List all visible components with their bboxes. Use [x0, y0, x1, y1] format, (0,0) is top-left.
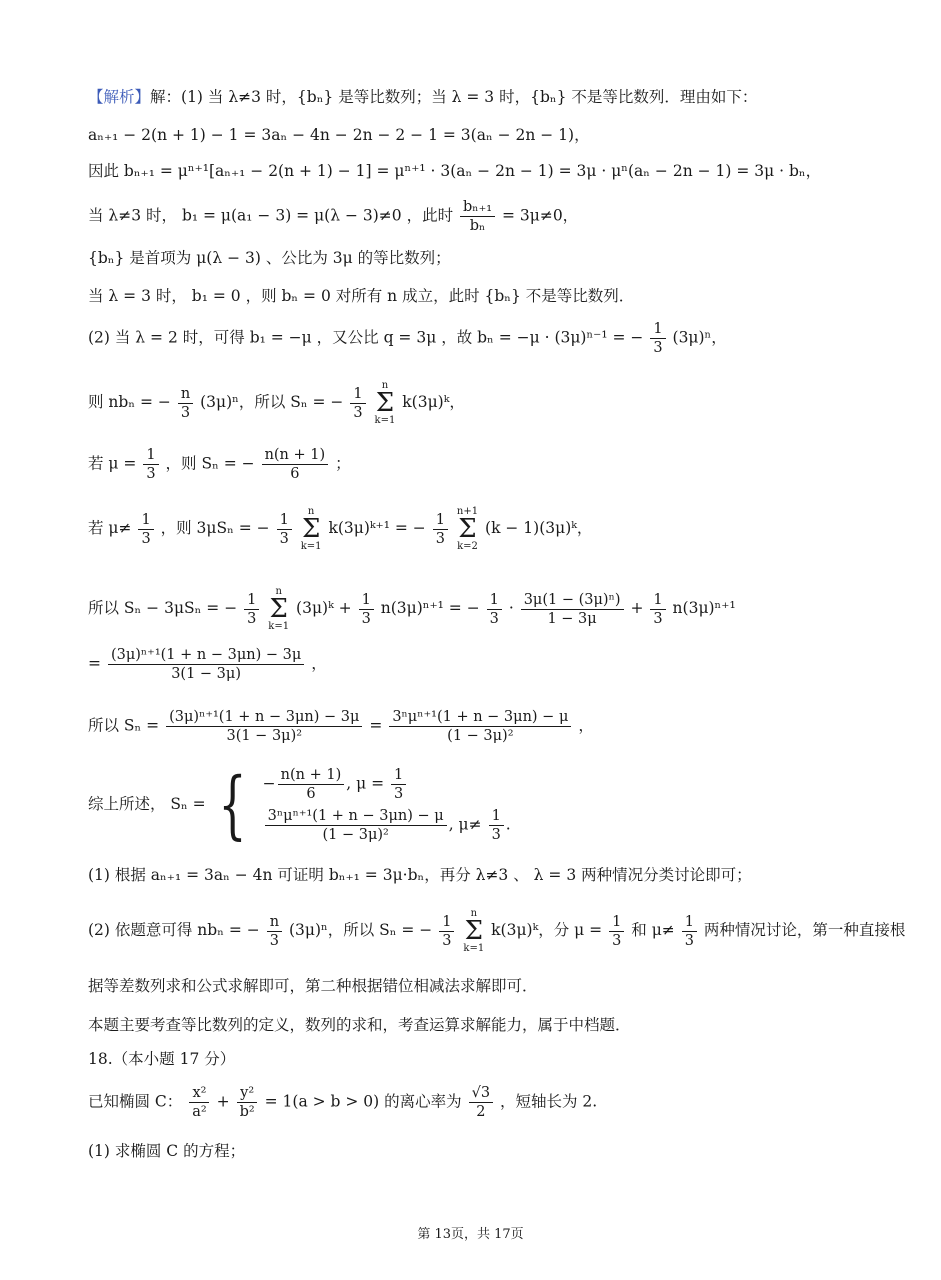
analysis-tag: 【解析】: [88, 88, 151, 106]
fraction-n-n1-6: $\frac{n(n + 1)}{6}$: [262, 446, 329, 483]
fraction-geometric: $\frac{\text{3μ(1 − (3μ)ⁿ)}}{1 - 3\mu}$: [521, 591, 624, 628]
line-17: 据等差数列求和公式求解即可，第二种根据错位相减法求解即可．: [88, 977, 538, 995]
line-4: [88, 198, 578, 235]
fraction-n-n1-6: $\frac{n(n + 1)}{6}$: [278, 766, 345, 803]
line-7-post: (3μ)ⁿ，: [672, 328, 727, 347]
line-7-pre: (2) 当 λ = 2 时，可得 b₁ = −μ ，又公比 q = 3μ ，故 bₙ = −μ · (3μ)ⁿ⁻¹ = −: [88, 328, 644, 347]
line-5: {bₙ} 是首项为 μ(λ − 3) 、公比为 3μ 的等比数列；: [88, 249, 451, 267]
fraction-result-3: $\frac{\text{3ⁿμⁿ⁺¹(1 + n − 3μn) − μ}}{\text{(1 − 3μ)²}}$: [265, 807, 447, 844]
fraction-one-third: $\frac{1}{3}$: [489, 807, 504, 844]
line-10: 若 μ≠ $\frac{1}{3}$ ，则 3μSₙ = − $\frac{1}{3}$ n Σ k=1 k(3μ)ᵏ⁺¹ = − $\frac{1}{3}$ n+1 Σ k=2 (k − 1)(3μ)ᵏ，: [88, 506, 593, 552]
fraction-one-third: $\frac{1}{3}$: [609, 913, 624, 950]
frac-num: bₙ₊₁: [460, 198, 495, 217]
line-9: 若 μ = $\frac{1}{3}$ ，则 Sₙ = − $\frac{n(n + 1)}{6}$ ；: [88, 447, 351, 482]
case-2: $\frac{\text{3ⁿμⁿ⁺¹(1 + n − 3μn) − μ}}{\text{(1 − 3μ)²}}$ , μ≠ $\frac{1}{3}$ .: [263, 807, 511, 844]
fraction-one-third: $\frac{1}{3}$: [143, 446, 158, 483]
line-13: 所以 Sₙ = $\frac{\text{(3μ)ⁿ⁺¹(1 + n − 3μn) − 3μ}}{\text{3(1 − 3μ)²}}$ = $\frac{\text{3ⁿμⁿ⁺¹(1 + n − 3μn) − μ}}{\text{(1 − 3μ)²}}$ ，: [88, 709, 594, 744]
line-1: [88, 86, 757, 108]
line-14: 综上所述， Sₙ = { − $\frac{n(n + 1)}{6}$ , μ = $\frac{1}{3}$ $\frac{\text{3ⁿμⁿ⁺¹(1 + n − 3μn) − μ}}{\text{(1 − 3μ)²}}$ , μ≠ $\frac{1}{3}$ .: [88, 762, 511, 848]
fraction-y2-b2: $\frac{\text{y²}}{\text{b²}}$: [237, 1084, 258, 1121]
fraction-one-third: $\frac{1}{3}$: [350, 385, 365, 422]
case-1: − $\frac{n(n + 1)}{6}$ , μ = $\frac{1}{3}$: [263, 766, 511, 803]
question-18-header: 18.（本小题 17 分）: [88, 1050, 236, 1068]
fraction-one-third: $\frac{1}{3}$: [391, 766, 406, 803]
fraction-n-third: $\frac{n}{3}$: [267, 913, 282, 950]
frac-den: bₙ: [469, 218, 486, 234]
summation: n Σ k=1: [374, 380, 396, 426]
fraction-one-third: $\frac{1}{3}$: [244, 591, 259, 628]
fraction-n-third: $\frac{n}{3}$: [178, 385, 193, 422]
fraction-one-third: $\frac{1}{3}$: [433, 511, 448, 548]
fraction-one-third: $\frac{1}{3}$: [359, 591, 374, 628]
line-4-post: = 3μ≠0，: [501, 206, 579, 225]
fraction-one-third: $\frac{1}{3}$: [650, 591, 665, 628]
fraction-one-third: $\frac{1}{3}$: [439, 913, 454, 950]
fraction-one-third: $\frac{1}{3}$: [277, 511, 292, 548]
line-18: 本题主要考查等比数列的定义，数列的求和，考查运算求解能力，属于中档题．: [88, 1016, 631, 1034]
line-21: (1) 求椭圆 C 的方程；: [88, 1142, 246, 1160]
line-3: 因此 bₙ₊₁ = μⁿ⁺¹[aₙ₊₁ − 2(n + 1) − 1] = μⁿ⁺¹ · 3(aₙ − 2n − 1) = 3μ · μⁿ(aₙ − 2n − 1) = 3μ · bₙ，: [88, 162, 822, 180]
fraction-one-third: $\frac{1}{3}$: [487, 591, 502, 628]
summation: n Σ k=1: [268, 586, 290, 632]
fraction-result-1: $\frac{\text{(3μ)ⁿ⁺¹(1 + n − 3μn) − 3μ}}{3(1 - 3\mu)}$: [108, 646, 304, 683]
fraction-result-3: $\frac{\text{3ⁿμⁿ⁺¹(1 + n − 3μn) − μ}}{\text{(1 − 3μ)²}}$: [389, 708, 571, 745]
line-7: [88, 320, 727, 357]
line-2: aₙ₊₁ − 2(n + 1) − 1 = 3aₙ − 4n − 2n − 2 − 1 = 3(aₙ − 2n − 1)，: [88, 126, 590, 144]
line-6: 当 λ = 3 时， b₁ = 0 ，则 bₙ = 0 对所有 n 成立，此时 {bₙ} 不是等比数列．: [88, 287, 635, 305]
summation: n Σ k=1: [463, 908, 485, 954]
summation: n Σ k=1: [300, 506, 322, 552]
fraction-one-third: $\frac{1}{3}$: [138, 511, 153, 548]
piecewise-cases: [263, 766, 511, 844]
fraction-one-third: $\frac{1}{3}$: [682, 913, 697, 950]
page-footer: 第 13页，共 17页: [417, 1227, 524, 1242]
line-11: 所以 Sₙ − 3μSₙ = − $\frac{1}{3}$ n Σ k=1 (3μ)ᵏ + $\frac{1}{3}$ n(3μ)ⁿ⁺¹ = − $\frac{1}{3}$ · $\frac{\text{3μ(1 − (3μ)ⁿ)}}{1 - 3\mu}$ + $\frac{1}{3}$ n(3μ)ⁿ⁺¹: [88, 586, 736, 632]
summation: n+1 Σ k=2: [456, 506, 479, 552]
fraction-x2-a2: $\frac{\text{x²}}{\text{a²}}$: [189, 1084, 209, 1121]
line-12: = $\frac{\text{(3μ)ⁿ⁺¹(1 + n − 3μn) − 3μ}}{3(1 - 3\mu)}$ ，: [88, 647, 327, 682]
fraction-b-ratio: [460, 198, 495, 235]
line-1-text: 解：(1) 当 λ≠3 时，{bₙ} 是等比数列；当 λ = 3 时，{bₙ} 不是等比数列．理由如下：: [150, 88, 758, 106]
line-8: 则 nbₙ = − $\frac{n}{3}$ (3μ)ⁿ，所以 Sₙ = − $\frac{1}{3}$ n Σ k=1 k(3μ)ᵏ，: [88, 380, 465, 426]
line-20: 已知椭圆 C： $\frac{\text{x²}}{\text{a²}}$ + $\frac{\text{y²}}{\text{b²}}$ = 1(a > b > 0) 的离心率为 $\frac{√3}{2}$ ，短轴长为 2.: [88, 1085, 598, 1120]
line-15: (1) 根据 aₙ₊₁ = 3aₙ − 4n 可证明 bₙ₊₁ = 3μ·bₙ，再分 λ≠3 、 λ = 3 两种情况分类讨论即可；: [88, 866, 752, 884]
left-brace: {: [218, 762, 247, 848]
line-4-pre: 当 λ≠3 时， b₁ = μ(a₁ − 3) = μ(λ − 3)≠0 ，此时: [88, 206, 454, 225]
fraction-result-2: $\frac{\text{(3μ)ⁿ⁺¹(1 + n − 3μn) − 3μ}}{\text{3(1 − 3μ)²}}$: [166, 708, 362, 745]
line-16: (2) 依题意可得 nbₙ = − $\frac{n}{3}$ (3μ)ⁿ，所以 Sₙ = − $\frac{1}{3}$ n Σ k=1 k(3μ)ᵏ，分 μ = $\frac{1}{3}$ 和 μ≠ $\frac{1}{3}$ 两种情况讨论，第一种直接根: [88, 908, 906, 954]
fraction-sqrt3-2: $\frac{√3}{2}$: [469, 1084, 493, 1121]
fraction-one-third: $\frac{1}{3}$: [650, 320, 665, 357]
